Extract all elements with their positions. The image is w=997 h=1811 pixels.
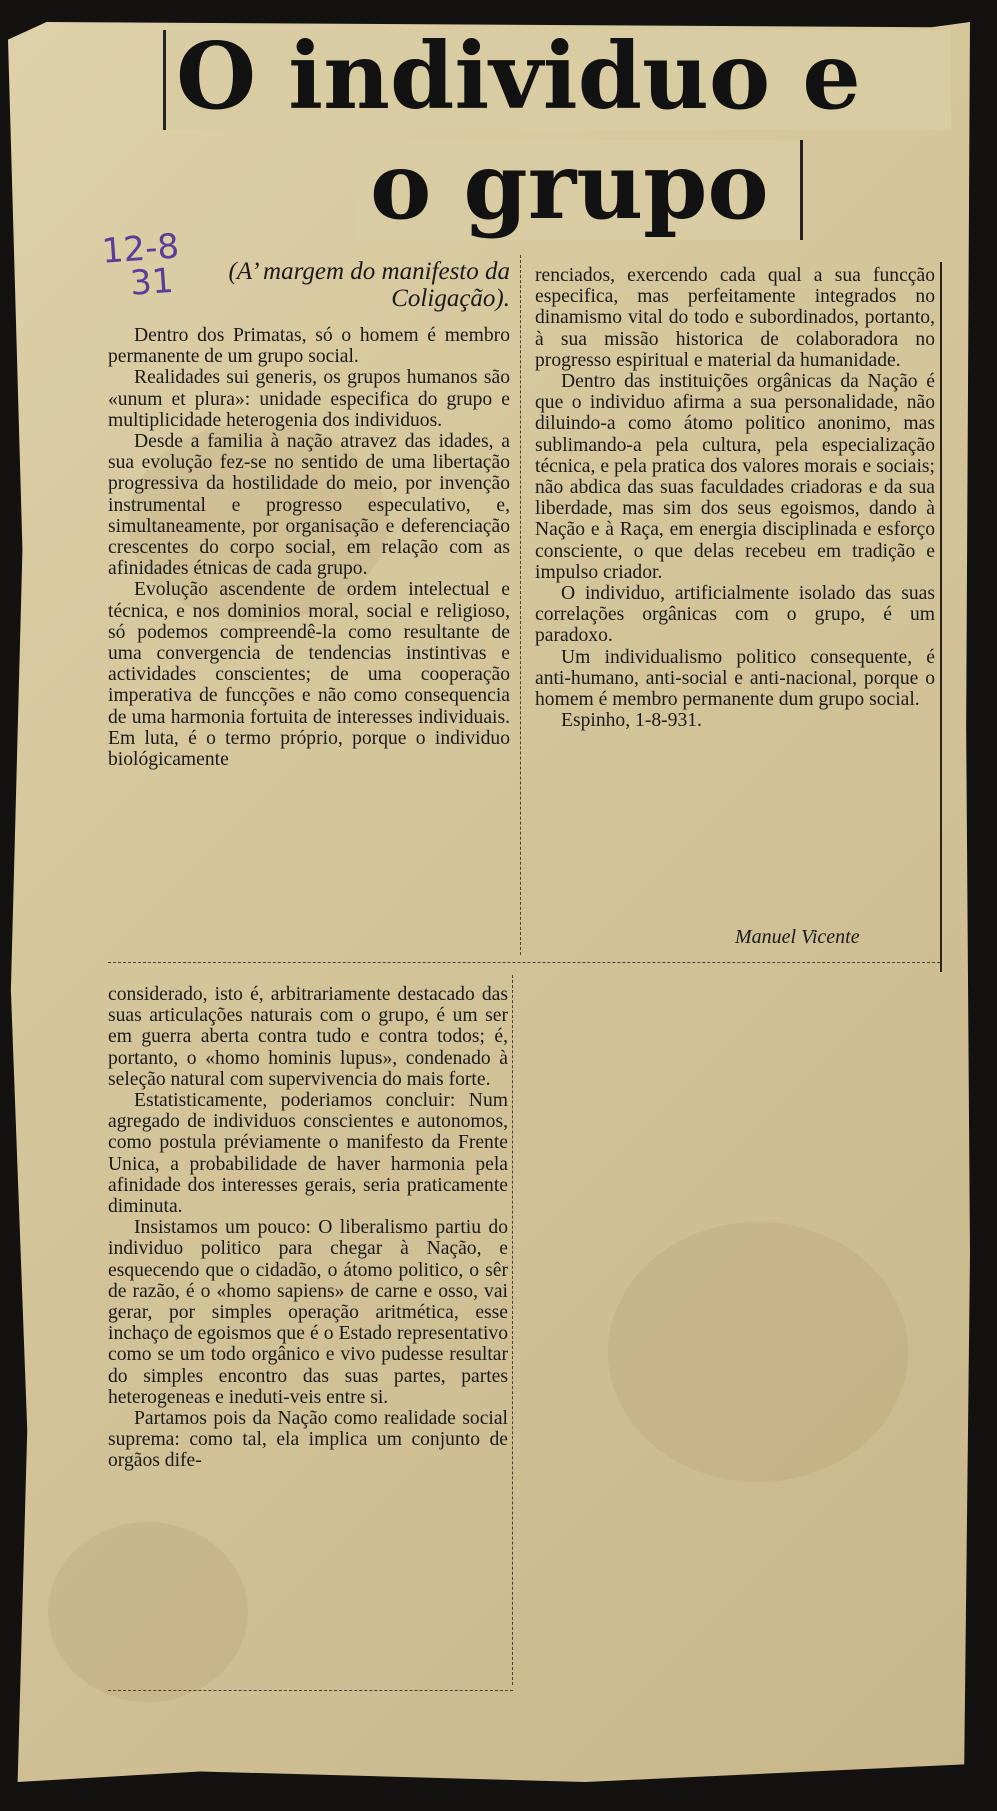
paragraph: O individuo, artificialmente isolado das suas correlações orgânicas com o grupo, é um paradoxo.: [535, 583, 935, 647]
article-column-3: [108, 984, 508, 1472]
article-column-2: [535, 265, 935, 731]
paragraph: Estatisticamente, poderiamos concluir: Num agregado de individuos conscientes e autonomos, como postula préviamente o manifesto da Frente Unica, a probabilidade de haver harmonia pela afinidade dos interesses gerais, seria praticamente diminuta.: [108, 1090, 508, 1218]
paper-stain: [48, 1522, 248, 1702]
column-divider: [520, 255, 521, 955]
article-column-1: [108, 325, 510, 770]
paragraph: Insistamos um pouco: O liberalismo partiu do individuo politico para chegar à Nação, e esquecendo que o cidadão, o átomo politico, o sêr de razão, é o «homo sapiens» de carne e osso, vai gerar, por simples operação aritmética, esse inchaço de egoismos que é o Estado representativo como se um todo orgânico e vivo pudesse resultar do simples encontro das suas partes, partes heterogeneas e ineduti-veis entre si.: [108, 1217, 508, 1408]
article-title-line-2: o grupo: [355, 140, 803, 240]
column-border: [512, 975, 513, 1685]
handwritten-date-line-1: 12-8: [100, 226, 181, 272]
paragraph: considerado, isto é, arbitrariamente destacado das suas articulações naturais com o grupo, é um ser em guerra aberta contra tudo e contra todos; é, portanto, o «homo hominis lupus», condenado à seleção natural com supervivencia do mais forte.: [108, 984, 508, 1090]
bottom-divider: [108, 1690, 513, 1691]
column-border: [940, 262, 942, 972]
article-subtitle: (A’ margem do manifesto da Coligação).: [228, 258, 510, 312]
paragraph: renciados, exercendo cada qual a sua funcção especifica, mas perfeitamente integrados no dinamismo vital do todo e subordinados, portanto, à sua missão historica de colaboradora no progresso espiritual e material da humanidade.: [535, 265, 935, 371]
handwritten-date-annotation: [100, 226, 183, 304]
section-divider: [108, 962, 940, 963]
paper-stain: [608, 1222, 908, 1482]
handwritten-date-line-2: 31: [128, 260, 175, 304]
paragraph: Dentro dos Primatas, só o homem é membro permanente de um grupo social.: [108, 325, 510, 368]
paragraph: Desde a familia à nação atravez das idades, a sua evolução fez-se no sentido de uma libertação progressiva da hostilidade do meio, por invenção instrumental e progresso especulativo, e, simultaneamente, por organisação e deferenciação crescentes do corpo social, em relação com as afinidades étnicas de cada grupo.: [108, 431, 510, 580]
paragraph: Realidades sui generis, os grupos humanos são «unum et plura»: unidade especifica do grupo e multiplicidade heterogenia dos individuos.: [108, 367, 510, 431]
article-title-line-1: O individuo e: [163, 30, 951, 130]
author-signature: Manuel Vicente: [735, 926, 860, 948]
paragraph: Dentro das instituições orgânicas da Nação é que o individuo afirma a sua personalidade, não diluindo-a como átomo politico anonimo, mas sublimando-a pela cultura, pela especialização técnica, e pela pratica dos valores morais e sociais; não abdica das suas faculdades criadoras e da sua liberdade, mas sim dos seus egoismos, dando à Nação e à Raça, em energia disciplinada e esforço consciente, o que delas recebeu em tradição e impulso criador.: [535, 371, 935, 583]
paragraph: Um individualismo politico consequente, é anti-humano, anti-social e anti-nacional, porque o homem é membro permanente dum grupo social.: [535, 646, 935, 711]
place-and-date: Espinho, 1-8-931.: [561, 710, 702, 732]
paragraph: Partamos pois da Nação como realidade social suprema: como tal, ela implica um conjunto de orgãos dife-: [108, 1408, 508, 1472]
paragraph: Evolução ascendente de ordem intelectual e técnica, e nos dominios moral, social e religioso, só podemos compreendê-la como resultante de uma convergencia de tendencias instintivas e actividades conscientes; de uma cooperação imperativa de funcções e não como consequencia de uma harmonia fortuita de interesses individuais. Em luta, é o termo próprio, porque o individuo biológicamente: [108, 579, 510, 771]
